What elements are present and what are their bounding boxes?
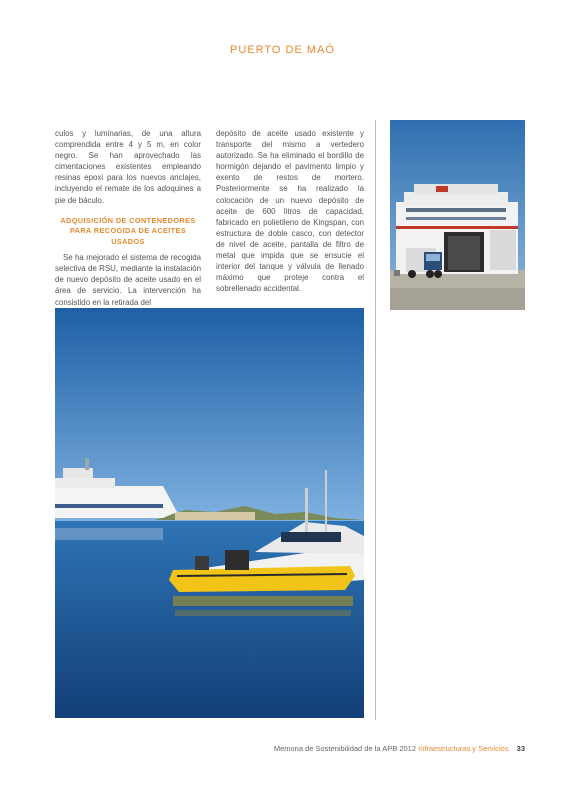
ferry-illustration xyxy=(390,120,525,310)
section-subheading xyxy=(55,216,201,248)
page-number: 33 xyxy=(516,744,525,753)
footer-section-name: Infraestructuras y Servicios xyxy=(418,744,509,753)
text-column-middle xyxy=(216,128,364,295)
subheading-line: ADQUISICIÓN DE CONTENEDORES xyxy=(60,215,196,225)
column-divider xyxy=(375,120,376,720)
marina-illustration xyxy=(55,308,364,718)
subheading-line: PARA RECOGIDA DE ACEITES USADOS xyxy=(69,226,187,246)
ferry-photo xyxy=(390,120,525,310)
footer-report-title: Memoria de Sostenibilidad de la APB 2012 xyxy=(273,744,417,753)
marina-photo xyxy=(55,308,364,718)
paragraph: depósito de aceite usado existente y transporte del mismo a vertedero autorizado. Se ha eliminado el bordillo de hormigón dejando el pavimento limpio y exento de restos de mortero. Posteriormente se ha realizado la colocación de un nuevo depósito de aceite de 600 litros de capacidad, fabricado en polietileno de Kingspan, con estructura de doble casco, con detector de nivel de aceite, pantalla de filtro de metal que impida que se ensucie el interior del tanque y válvula de llenado máximo que proteje contra el sobrellenado accidental. xyxy=(216,129,364,294)
page-title: PUERTO DE MAÓ xyxy=(230,44,335,56)
page-footer xyxy=(274,744,525,753)
text-column-left xyxy=(55,128,201,309)
paragraph: culos y luminarias, de una altura comprendida entre 4 y 5 m, en color negro. Se han aprovechado las cimentaciones existentes empleando resinas epoxi para los nuevos anclajes, incluyendo el remate de los adoquines a pie de báculo. xyxy=(55,129,201,205)
paragraph: Se ha mejorado el sistema de recogida selectiva de RSU, mediante la instalación de nuevo depósito de aceite usado en el área de servicio. La intervención ha consistido en la retirada del xyxy=(55,253,201,307)
